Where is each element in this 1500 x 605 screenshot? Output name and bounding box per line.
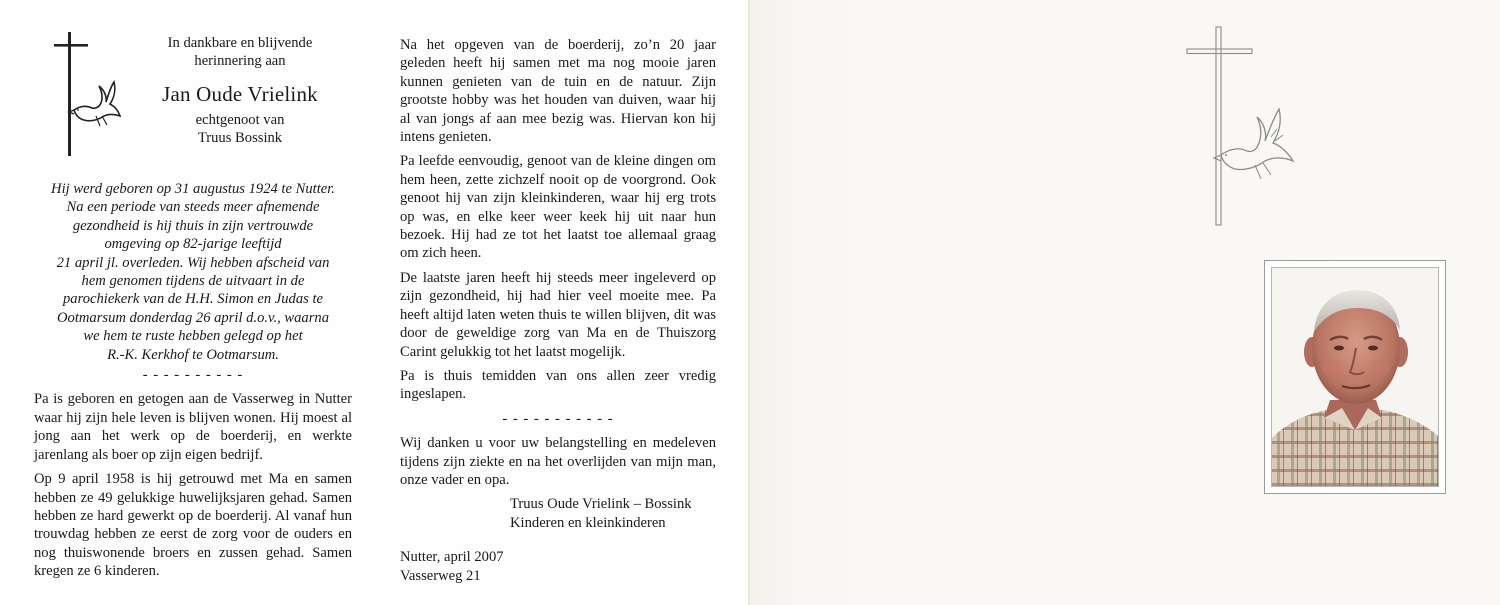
signature-block bbox=[510, 495, 716, 532]
left-column bbox=[34, 180, 352, 587]
thanks-paragraph: Wij danken u voor uw belangstelling en medeleven tijdens zijn ziekte en na het overlijden van mijn man, onze vader en opa. bbox=[400, 435, 716, 488]
spouse-name: Truus Bossink bbox=[197, 130, 283, 147]
paragraph: Pa leefde eenvoudig, genoot van de kleine dingen om hem heen, zette zichzelf nooit op de voorgrond. Ook genoot hij van zijn kleinkinderen, waar hij erg trots op was, en elke keer weer keek hij uit naar hun bezoek. Hij had ze tot het laatst toe allemaal graag om zich heen. bbox=[400, 153, 716, 262]
right-column bbox=[400, 36, 716, 585]
place-date-line-1: Nutter, april 2007 bbox=[400, 549, 504, 566]
portrait-photo bbox=[1271, 267, 1439, 487]
obituary-line: omgeving op 82-jarige leeftijd bbox=[104, 236, 282, 253]
obituary-line: R.-K. Kerkhof te Ootmarsum. bbox=[107, 346, 279, 363]
obituary-line: Hij werd geboren op 31 augustus 1924 te Nutter. bbox=[51, 181, 335, 197]
obituary-line: parochiekerk van de H.H. Simon en Judas te bbox=[62, 291, 324, 308]
paragraph: Na het opgeven van de boerderij, zo’n 20 jaar geleden heeft hij samen met ma nog mooie jaren kunnen genieten van de tuin en de natuur. Zijn grootste hobby was het houden van duiven, waar hij al van jongs af aan mee bezig was. Hiervan kon hij intens genieten. bbox=[400, 37, 716, 146]
cross-with-dove-icon bbox=[1185, 25, 1300, 230]
portrait-illustration bbox=[1272, 268, 1438, 486]
obituary-line: hem genomen tijdens de uitvaart in de bbox=[81, 273, 305, 290]
obituary-italic-block bbox=[34, 180, 352, 364]
paragraph: Op 9 april 1958 is hij getrouwd met Ma en samen hebben ze 49 gelukkige huwelijksjaren gehad. Samen hebben ze hard gewerkt op de boerderij. Al vanaf hun trouwdag hebben ze eerst de zorg voor de ouders en nog thuiswonende broers en zussen gehad. Samen kregen ze 6 kinderen. bbox=[34, 471, 352, 580]
obituary-line: gezondheid is hij thuis in zijn vertrouwde bbox=[72, 217, 314, 234]
intro-line-1: In dankbare en blijvende bbox=[167, 35, 313, 51]
cross-with-dove-icon bbox=[52, 30, 122, 160]
place-date-line-2: Vasserweg 21 bbox=[400, 567, 481, 584]
separator: - - - - - - - - - - - bbox=[502, 410, 614, 427]
obituary-line: 21 april jl. overleden. Wij hebben afscheid van bbox=[56, 254, 330, 271]
obituary-line: Ootmarsum donderdag 26 april d.o.v., waarna bbox=[56, 309, 329, 326]
signature-line-1: Truus Oude Vrielink – Bossink bbox=[510, 496, 692, 513]
paragraph: Pa is geboren en getogen aan de Vasserweg in Nutter waar hij zijn hele leven is blijven wonen. Hij moest al jong aan het werk op de boerderij, en werkte jarenlang als boer op zijn eigen bedrijf. bbox=[34, 391, 352, 463]
portrait-frame bbox=[1264, 260, 1446, 494]
header-block bbox=[120, 34, 360, 148]
place-date-block bbox=[400, 548, 716, 585]
paragraph: Pa is thuis temidden van ons allen zeer vredig ingeslapen. bbox=[400, 367, 716, 403]
separator: - - - - - - - - - - bbox=[142, 367, 244, 384]
relation-line: echtgenoot van bbox=[195, 111, 285, 128]
paragraph: De laatste jaren heeft hij steeds meer ingeleverd op zijn gezondheid, hij had hier veel moeite mee. Pa heeft altijd laten weten thuis te willen blijven, dit was door de geweldige zorg van Ma en de Thuiszorg Carint gelukkig tot het laatst mogelijk. bbox=[400, 269, 716, 360]
obituary-line: we hem te ruste hebben gelegd op het bbox=[83, 328, 303, 345]
intro-line-2: herinnering aan bbox=[194, 53, 286, 70]
obituary-line: Na een periode van steeds meer afnemende bbox=[66, 199, 320, 216]
deceased-name: Jan Oude Vrielink bbox=[162, 81, 318, 106]
signature-line-2: Kinderen en kleinkinderen bbox=[510, 514, 666, 531]
